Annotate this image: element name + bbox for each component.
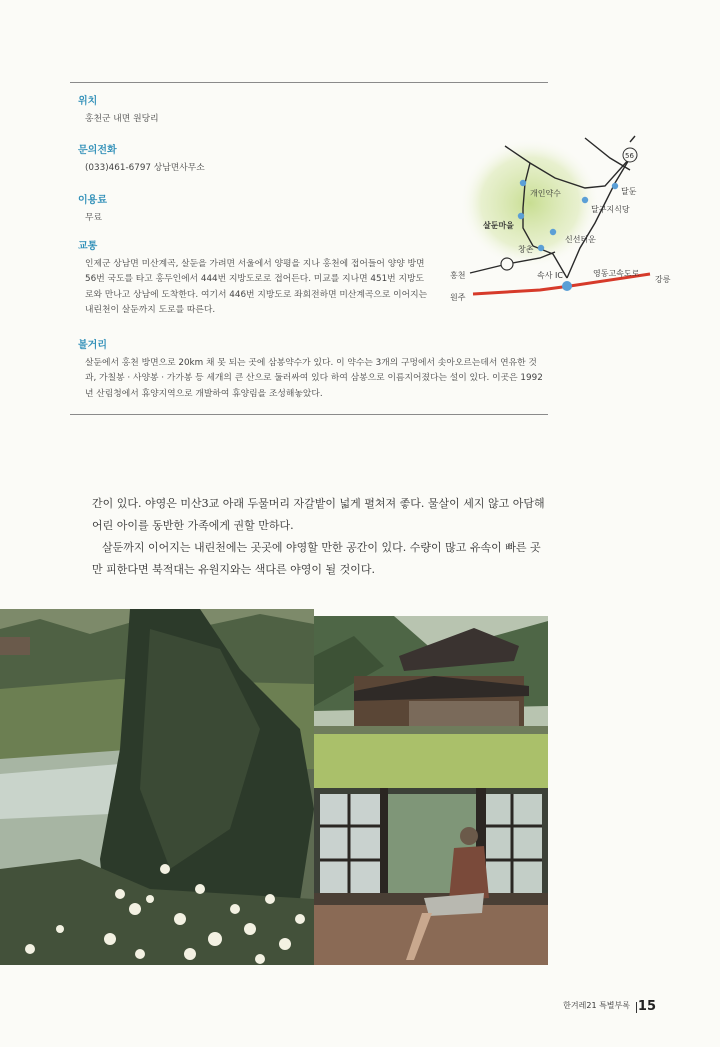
sights-body: 살둔에서 홍천 방면으로 20km 채 못 되는 곳에 삼봉약수가 있다. 이 약수는 3개의 구멍에서 솟아오르는데서 연유한 것과, 가칠봉 · 사양봉 · 가가봉 등 세개의 큰 산으로 둘러싸여 있다 하여 삼봉으로 이름지어졌다는 설이 있다. 이곳은 1992년 산림청에서 휴양지역으로 개발하여 휴양림을 조성해놓았다. [85, 358, 543, 399]
info-sights [78, 340, 548, 402]
info-location [78, 96, 430, 127]
page-number: 15 [637, 999, 656, 1014]
expressway-label: 영동고속도로 [593, 269, 640, 278]
location-title: 위치 [78, 96, 98, 107]
photo-person-head [460, 827, 478, 845]
footer-publication: 한겨레21 특별부록 [563, 1001, 630, 1010]
photo-forest-river [0, 609, 314, 965]
info-fee [78, 195, 430, 226]
photo-roof [0, 637, 30, 655]
area-map [445, 128, 675, 318]
poi-dalguji-dot [582, 197, 588, 203]
photo-window-person [314, 788, 548, 965]
bottom-rule [70, 414, 548, 415]
hongcheon-label: 홍천 [450, 271, 466, 280]
transport-body: 인제군 상남면 미산계곡, 살둔을 가려면 서울에서 양평을 지나 홍천에 접어들어 양양 방면 56번 국도를 타고 홍두인에서 444번 지방도로로 접어든다. 미교를 지나면 451번 지방도로와 만나고 상남에 도착한다. 여기서 446번 지방도로 좌회전하면 미산계곡으로 이어지는 내린천이 살둔까지 도로를 따른다. [85, 259, 428, 316]
fee-body: 무료 [85, 213, 102, 223]
daldun-label: 달둔 [621, 187, 637, 196]
salddun-label: 살둔마을 [483, 221, 514, 230]
photo-wooden-house [314, 616, 548, 788]
contact-body: (033)461-6797 상남면사무소 [85, 163, 205, 173]
poi-changchon-dot [538, 245, 544, 251]
road56-label: 56 [625, 152, 634, 160]
poi-salddun-dot [518, 213, 524, 219]
paragraph-2: 살둔까지 이어지는 내린천에는 곳곳에 야영할 만한 공간이 있다. 수량이 많고 유속이 빠른 곳만 피한다면 북적대는 유원지와는 색다른 야영이 될 것이다. [92, 541, 541, 576]
sinseon-label: 신선터운 [565, 235, 596, 244]
dalguji-label: 달구지식당 [591, 205, 630, 214]
hongcheon-junction [501, 258, 513, 270]
wonju-label: 원주 [450, 293, 466, 302]
poi-gaein-dot [520, 180, 526, 186]
top-rule [70, 82, 548, 83]
gangneung-label: 강릉 [655, 275, 671, 284]
paragraph-1: 간이 있다. 야영은 미산3교 아래 두물머리 자갈밭이 넓게 펼쳐져 좋다. 물살이 세지 않고 아담해 어린 아이를 동반한 가족에게 권할 만하다. [92, 497, 545, 532]
poi-sinseon-dot [550, 229, 556, 235]
contact-title: 문의전화 [78, 145, 117, 156]
footer-divider [636, 1002, 637, 1013]
article-body [92, 493, 548, 581]
fee-title: 이용료 [78, 195, 107, 206]
gaein-label: 개인약수 [530, 189, 561, 198]
info-contact [78, 145, 430, 176]
changchon-label: 창촌 [518, 245, 534, 254]
location-body: 홍천군 내면 원당리 [85, 114, 159, 124]
sights-title: 볼거리 [78, 340, 107, 351]
songsa-ic-marker [562, 281, 572, 291]
info-transport [78, 241, 430, 319]
transport-title: 교통 [78, 241, 98, 252]
poi-daldun-dot [612, 183, 618, 189]
songsa-label: 속사 IC [537, 271, 563, 280]
